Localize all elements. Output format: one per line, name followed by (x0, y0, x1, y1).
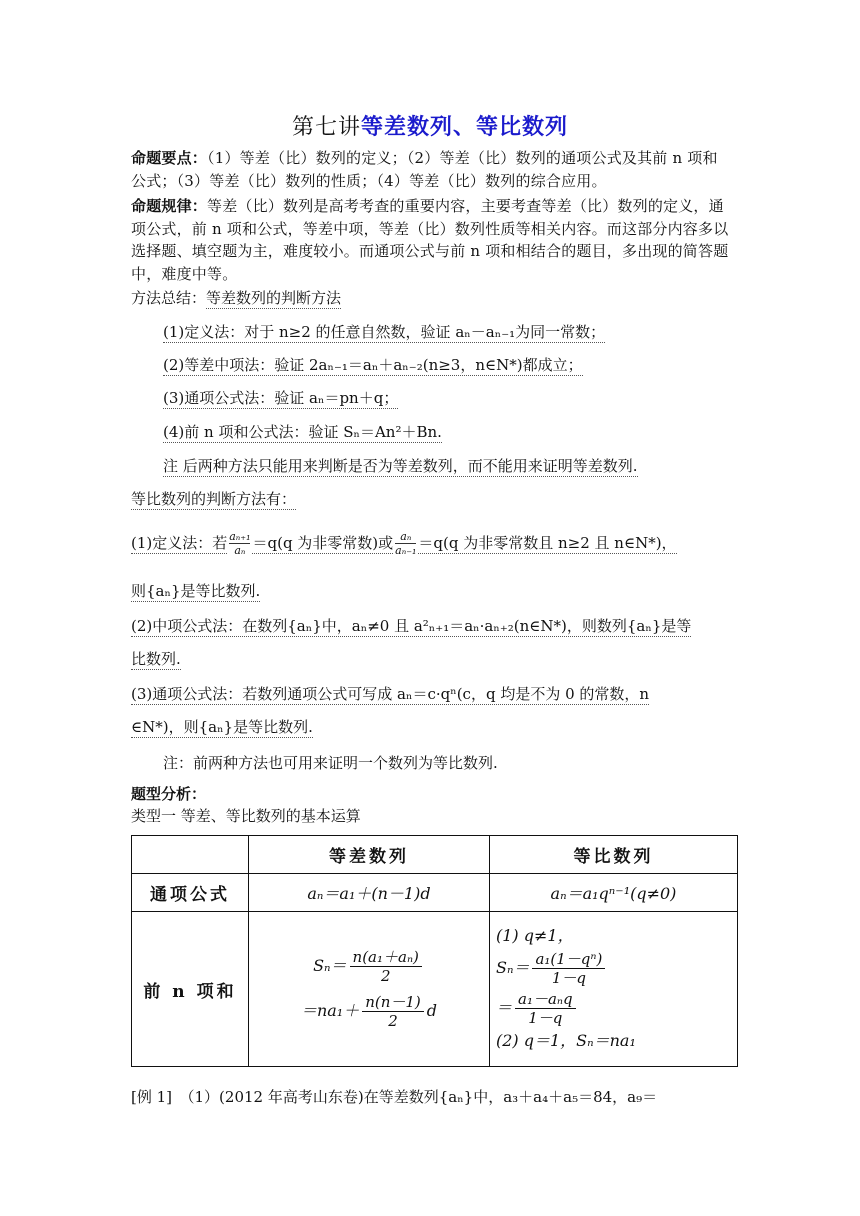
sum-arith-2-rhs: d (426, 1001, 438, 1020)
arith-method-4 (163, 421, 442, 443)
geo-frac-1-num: aₙ₊₁ (229, 530, 251, 543)
geo-method-2-a: (2)中项公式法：在数列{aₙ}中，aₙ≠0 且 a²ₙ₊₁＝aₙ·aₙ₊₂(n∈N*)，则数列{aₙ}是等 (131, 617, 692, 635)
sum-geo-line-3 (496, 988, 731, 1028)
method-label: 方法总结： (131, 289, 207, 307)
sum-geo-2-num: a₁(1－qⁿ) (532, 950, 605, 969)
header-geo: 等比数列 (490, 836, 738, 874)
sum-arith-1-frac (350, 948, 422, 985)
geo-frac-1-den: aₙ (234, 544, 246, 557)
title-highlight: 等差数列、等比数列 (361, 114, 569, 140)
method-summary (131, 287, 341, 309)
geo-method-1-cont (131, 580, 260, 602)
rules-paragraph (131, 195, 731, 285)
table-row (132, 912, 738, 1067)
row1-geo: aₙ＝a₁qⁿ⁻¹(q≠0) (490, 874, 738, 912)
sum-geo-line-2 (496, 948, 731, 988)
sum-geo-3-den: 1－q (528, 1009, 563, 1027)
sum-arith-line-1 (255, 948, 483, 985)
sum-geo-1: (1) q≠1， (496, 926, 574, 945)
sum-geo-3-num: a₁－aₙq (515, 990, 576, 1009)
arith-method-4-text: (4)前 n 项和公式法：验证 Sₙ＝An²＋Bn. (163, 423, 442, 441)
method-text: 等差数列的判断方法 (206, 289, 342, 307)
sum-arith-line-2 (255, 993, 483, 1030)
sum-geo-2-lhs: Sₙ＝ (496, 958, 530, 977)
rules-label: 命题规律： (131, 197, 208, 215)
sum-arith-1-den: 2 (380, 967, 391, 985)
geo-frac-1 (229, 530, 250, 557)
geo-method-3-cont (131, 716, 313, 738)
table-corner-cell (132, 836, 249, 874)
geo-heading (131, 488, 296, 510)
geo-method-1-d: 则{aₙ}是等比数列. (131, 582, 261, 600)
geo-note-text: 注：前两种方法也可用来证明一个数列为等比数列. (163, 754, 498, 772)
page-title (0, 112, 860, 143)
sum-arith-2-num: n(n－1) (362, 993, 424, 1012)
arith-method-1-text: (1)定义法：对于 n≥2 的任意自然数，验证 aₙ－aₙ₋₁为同一常数； (163, 323, 606, 341)
geo-note (163, 752, 498, 774)
arith-note (163, 455, 638, 477)
geo-method-3 (131, 683, 649, 705)
sum-geo-4: (2) q＝1，Sₙ＝na₁ (496, 1031, 636, 1050)
header-arith: 等差数列 (249, 836, 490, 874)
type1-heading: 类型一 等差、等比数列的基本运算 (131, 807, 361, 825)
geo-method-2-b: 比数列. (131, 650, 181, 668)
geo-method-2-cont (131, 648, 181, 670)
sum-geo-3-frac (515, 990, 576, 1027)
sum-geo-3-lhs: ＝ (496, 998, 513, 1017)
geo-method-2 (131, 615, 691, 637)
arith-method-3 (163, 387, 398, 409)
sum-arith-2-lhs: ＝na₁＋ (300, 1001, 360, 1020)
geo-heading-text: 等比数列的判断方法有： (131, 490, 297, 508)
formula-table (131, 835, 738, 1067)
geo-method-1 (131, 530, 677, 557)
sum-arith-1-num: n(a₁＋aₙ) (350, 948, 422, 967)
geo-frac-2 (395, 530, 416, 557)
geo-method-1-a: (1)定义法：若 (131, 533, 228, 552)
row2-arith (249, 912, 490, 1067)
row2-geo (490, 912, 738, 1067)
geo-method-3-a: (3)通项公式法：若数列通项公式可写成 aₙ＝c·qⁿ(c，q 均是不为 0 的常数，n (131, 685, 650, 703)
requirements-label: 命题要点： (131, 149, 208, 167)
sum-arith-1-lhs: Sₙ＝ (313, 956, 347, 975)
arith-note-text: 注 后两种方法只能用来判断是否为等差数列，而不能用来证明等差数列. (163, 457, 638, 475)
requirements-paragraph (131, 147, 731, 192)
arith-method-2 (163, 354, 583, 376)
arith-method-2-text: (2)等差中项法：验证 2aₙ₋₁＝aₙ＋aₙ₋₂(n≥3，n∈N*)都成立； (163, 356, 583, 374)
sum-geo-2-den: 1－q (551, 969, 586, 987)
table-row (132, 836, 738, 874)
rules-text: 等差（比）数列是高考考查的重要内容，主要考查等差（比）数列的定义，通项公式，前 n 项和公式，等差中项，等差（比）数列性质等相关内容。而这部分内容多以选择题、填空题为主，难度较小。而通项公式与前 n 项和相结合的题目，多出现的简答题中，难度中等。 (131, 197, 729, 283)
example-1: [例 1] （1）(2012 年高考山东卷)在等差数列{aₙ}中，a₃＋a₄＋a₅＝84，a₉＝ (131, 1088, 658, 1106)
analysis-label: 题型分析： (131, 785, 207, 803)
geo-method-3-b: ∈N*)，则{aₙ}是等比数列. (131, 718, 313, 736)
row1-arith: aₙ＝a₁＋(n－1)d (249, 874, 490, 912)
geo-frac-2-num: aₙ (395, 530, 416, 544)
row2-label: 前 n 项和 (132, 912, 249, 1067)
arith-method-3-text: (3)通项公式法：验证 aₙ＝pn＋q； (163, 389, 399, 407)
row1-label: 通项公式 (132, 874, 249, 912)
geo-method-1-b: ＝q(q 为非零常数)或 (252, 533, 394, 552)
arith-method-1 (163, 321, 605, 343)
geo-frac-2-den: aₙ₋₁ (395, 544, 417, 557)
sum-geo-2-frac (532, 950, 605, 987)
title-prefix: 第七讲 (291, 115, 361, 140)
geo-method-1-c: ＝q(q 为非零常数且 n≥2 且 n∈N*)， (418, 533, 677, 552)
table-row (132, 874, 738, 912)
sum-arith-2-frac (362, 993, 424, 1030)
sum-arith-2-den: 2 (388, 1012, 398, 1030)
requirements-text: （1）等差（比）数列的定义；（2）等差（比）数列的通项公式及其前 n 项和公式；（3）等差（比）数列的性质；（4）等差（比）数列的综合应用。 (131, 149, 718, 190)
